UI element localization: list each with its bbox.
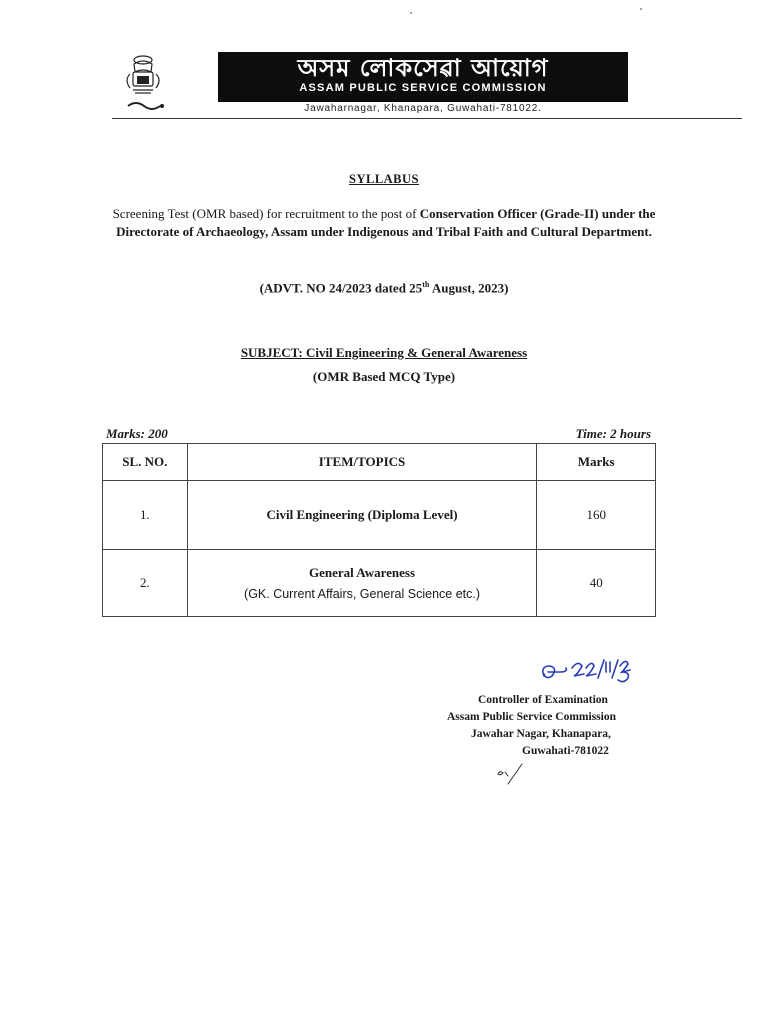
intro-text: Screening Test (OMR based) for recruitment to the post of [112, 206, 420, 221]
subject-text: SUBJECT: Civil Engineering & General Awareness [240, 345, 528, 360]
topic-name: Civil Engineering (Diploma Level) [266, 507, 458, 522]
syllabus-table [102, 443, 656, 617]
table-row [103, 481, 656, 550]
emblem-logo [118, 50, 168, 122]
advertisement-reference [0, 276, 768, 296]
advt-sup: th [422, 280, 430, 289]
row-sl-no: 1. [103, 481, 188, 550]
handwritten-signature [538, 654, 638, 690]
organization-banner [218, 52, 628, 102]
header-sl-no: SL. NO. [103, 444, 188, 481]
page-title: SYLLABUS [349, 172, 419, 186]
header-marks: Marks [537, 444, 656, 481]
post-description: Conservation Officer (Grade-II) under the Directorate of Archaeology, Assam under Indigenous and Tribal Faith and Cultural Department. [116, 206, 656, 239]
row-topic [187, 550, 537, 617]
subject-heading [0, 344, 768, 361]
scan-speck [640, 8, 642, 10]
signatory-block [440, 692, 670, 760]
org-address: Jawaharnagar, Khanapara, Guwahati-781022. [304, 103, 542, 114]
signatory-designation: Controller of Examination [478, 694, 608, 706]
advt-suffix: August, 2023) [429, 280, 509, 296]
row-marks: 160 [537, 481, 656, 550]
header-item-topics: ITEM/TOPICS [187, 444, 537, 481]
table-header-row [103, 444, 656, 481]
exam-duration: Time: 2 hours [575, 426, 651, 441]
org-name-english: ASSAM PUBLIC SERVICE COMMISSION [299, 82, 547, 94]
signatory-address-line2: Guwahati-781022 [522, 745, 609, 757]
row-marks: 40 [537, 550, 656, 617]
initial-mark [494, 760, 526, 786]
signatory-organization: Assam Public Service Commission [447, 711, 616, 723]
topic-details: (GK. Current Affairs, General Science etc.) [244, 587, 481, 601]
table-row [103, 550, 656, 617]
intro-paragraph [100, 205, 668, 241]
exam-type: (OMR Based MCQ Type) [312, 369, 456, 384]
org-name-assamese: অসম লোকসেৱা আয়োগ [297, 54, 549, 82]
signatory-address-line1: Jawahar Nagar, Khanapara, [471, 728, 611, 740]
header-divider [112, 118, 742, 119]
topic-name: General Awareness [309, 565, 416, 580]
advt-prefix: (ADVT. NO 24/2023 dated 25 [259, 280, 423, 296]
scan-speck [410, 12, 412, 14]
row-sl-no: 2. [103, 550, 188, 617]
row-topic [187, 481, 537, 550]
total-marks: Marks: 200 [106, 426, 168, 441]
